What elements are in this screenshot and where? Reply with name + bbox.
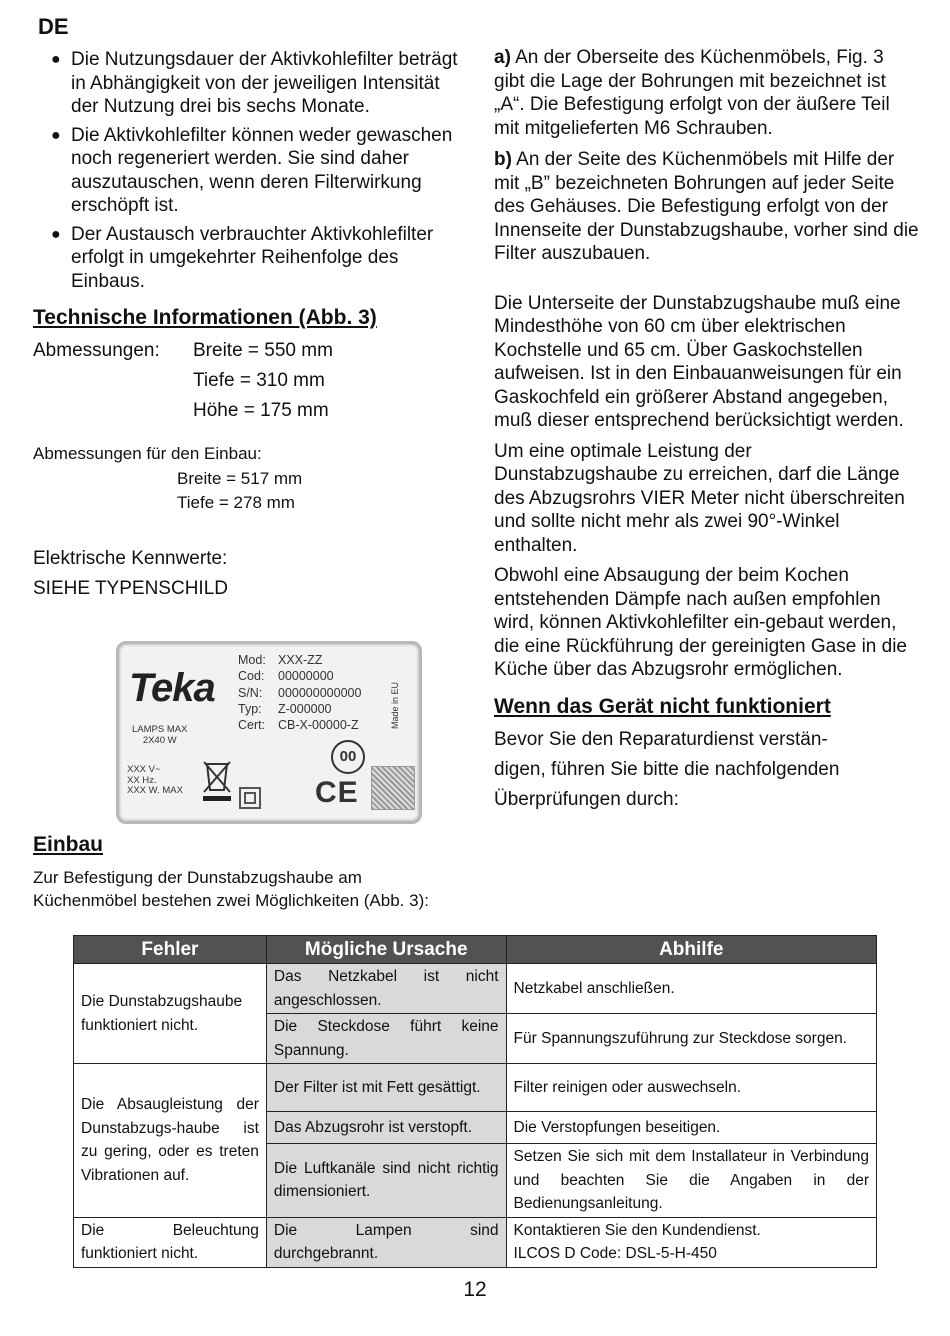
bullet-icon: ● — [51, 126, 61, 144]
plate-lamps: LAMPS MAX 2X40 W — [132, 724, 188, 746]
fault-cell: Die Absaugleistung der Dunstabzugs-haube ist zu gering, oder es treten Vibrationen auf. — [74, 1064, 267, 1218]
bullet-icon: ● — [51, 225, 61, 243]
list-item: ● Die Aktivkohlefilter können weder gewaschen noch regeneriert werden. Sie sind daher auszutauschen, wenn deren Filterwirkung erschöpft ist. — [51, 124, 453, 216]
troubleshooting-intro: Bevor Sie den Reparaturdienst verstän- digen, führen Sie bitte die nachfolgenden Überprüfungen durch: — [494, 728, 840, 810]
tech-info-heading: Technische Informationen (Abb. 3) — [33, 306, 377, 329]
plate-fields: Mod: XXX-ZZ Cod: 00000000 S/N: 000000000000 Typ: Z-000000 Cert: CB-X-00000-Z — [238, 653, 362, 733]
plate-ratings: XXX V~ XX Hz. XXX W. MAX — [127, 764, 183, 796]
rating-plate-image — [116, 641, 422, 824]
ce-mark: CE — [315, 776, 359, 809]
install-width: Breite = 517 mm — [177, 468, 303, 488]
fix-cell: Filter reinigen oder auswechseln. — [506, 1064, 876, 1112]
fix-cell: Für Spannungszuführung zur Steckdose sorgen. — [506, 1014, 876, 1064]
height-paragraph: Die Unterseite der Dunstabzugshaube muß eine Mindesthöhe von 60 cm über elektrischen Kochstelle und 65 cm. Über Gaskochstellen aufweisen. Ist in den Einbauanweisungen für ein Gaskochfeld ein größerer Abstand angegeben, muß dieser entsprechend berücksichtigt werden. — [494, 292, 904, 431]
einbau-text: Zur Befestigung der Dunstabzugshaube am Küchenmöbel bestehen zwei Möglichkeiten (Abb. 3): — [33, 868, 429, 910]
fix-cell: Die Verstopfungen beseitigen. — [506, 1112, 876, 1144]
troubleshooting-table — [73, 935, 877, 1268]
bullet-icon: ● — [51, 51, 61, 68]
dimensions-label: Abmessungen: — [33, 340, 160, 361]
teka-logo: Teka — [129, 666, 215, 710]
page-number: 12 — [463, 1278, 487, 1301]
mounting-option-b: b) An der Seite des Küchenmöbels mit Hilfe der mit „B” bezeichneten Bohrungen auf jeder Seite des Gehäuses. Die Befestigung erfolgt von der Innenseite der Dunstabzugshaube, vorher sind die Filter auszubauen. — [494, 149, 919, 264]
weee-bin-icon — [199, 756, 235, 802]
fault-cell: Die Dunstabzugshaube funktioniert nicht. — [74, 964, 267, 1064]
table-row — [74, 1064, 877, 1112]
qr-code-icon — [371, 766, 415, 810]
dimensions-block — [33, 336, 463, 426]
cause-cell: Der Filter ist mit Fett gesättigt. — [266, 1064, 506, 1112]
cause-cell: Die Luftkanäle sind nicht richtig dimensioniert. — [266, 1144, 506, 1218]
column-header-fault: Fehler — [74, 936, 267, 964]
dimension-depth: Tiefe = 310 mm — [193, 370, 325, 391]
language-label: DE — [38, 14, 69, 39]
table-row — [74, 964, 877, 1014]
dimension-height: Höhe = 175 mm — [193, 400, 329, 421]
list-item: ● Der Austausch verbrauchter Aktivkohlefilter erfolgt in umgekehrter Reihenfolge des Einbaus. — [51, 223, 434, 292]
cause-cell: Die Steckdose führt keine Spannung. — [266, 1014, 506, 1064]
cause-cell: Die Lampen sind durchgebrannt. — [266, 1217, 506, 1267]
install-depth: Tiefe = 278 mm — [177, 493, 295, 512]
cause-cell: Das Netzkabel ist nicht angeschlossen. — [266, 964, 506, 1014]
electrical-label: Elektrische Kennwerte: — [33, 547, 228, 569]
column-header-fix: Abhilfe — [506, 936, 876, 964]
mounting-option-a: a) An der Oberseite des Küchenmöbels, Fig. 3 gibt die Lage der Bohrungen mit bezeichnet ist „A“. Die Befestigung erfolgt von der äußere Teil mit mitgelieferten M6 Schrauben. — [494, 47, 890, 139]
fault-cell: Die Beleuchtung funktioniert nicht. — [74, 1217, 267, 1267]
troubleshooting-heading: Wenn das Gerät nicht funktioniert — [494, 694, 831, 718]
right-column — [494, 46, 919, 815]
made-in-label: Made in EU — [390, 681, 400, 729]
duct-paragraph: Um eine optimale Leistung der Dunstabzugshaube zu erreichen, darf die Länge des Abzugsrohrs VIER Meter nicht überschreiten und sollte nicht mehr als zwei 90°-Winkel enthalten. — [494, 440, 905, 556]
fix-cell: Netzkabel anschließen. — [506, 964, 876, 1014]
list-item: ● Die Nutzungsdauer der Aktivkohlefilter beträgt in Abhängigkeit von der jeweiligen Intensität der Nutzung drei bis sechs Monate. — [51, 49, 458, 117]
cause-cell: Das Abzugsrohr ist verstopft. — [266, 1112, 506, 1144]
filter-paragraph: Obwohl eine Absaugung der beim Kochen entstehenden Dämpfe nach außen empfohlen wird, können Aktivkohlefilter ein-gebaut werden, die eine Rückführung der gereinigten Gase in die Küche über das Abzugsrohr ermöglichen. — [494, 565, 907, 680]
fix-cell: Setzen Sie sich mit dem Installateur in Verbindung und beachten Sie die Angaben in der Bedienungsanleitung. — [506, 1144, 876, 1218]
install-dimensions-label: Abmessungen für den Einbau: — [33, 444, 262, 463]
table-row — [74, 1217, 877, 1267]
double-insulation-icon — [239, 787, 261, 809]
cert-badge: 00 — [331, 740, 365, 774]
dimension-width: Breite = 550 mm — [193, 340, 333, 361]
left-column — [33, 48, 463, 601]
filter-notes-list — [33, 48, 463, 293]
column-header-cause: Mögliche Ursache — [266, 936, 506, 964]
table-header-row — [74, 936, 877, 964]
fix-cell: Kontaktieren Sie den Kundendienst. ILCOS D Code: DSL-5-H-450 — [506, 1217, 876, 1267]
einbau-heading: Einbau — [33, 833, 104, 856]
electrical-value: SIEHE TYPENSCHILD — [33, 578, 228, 599]
install-dimensions-block — [33, 442, 463, 516]
